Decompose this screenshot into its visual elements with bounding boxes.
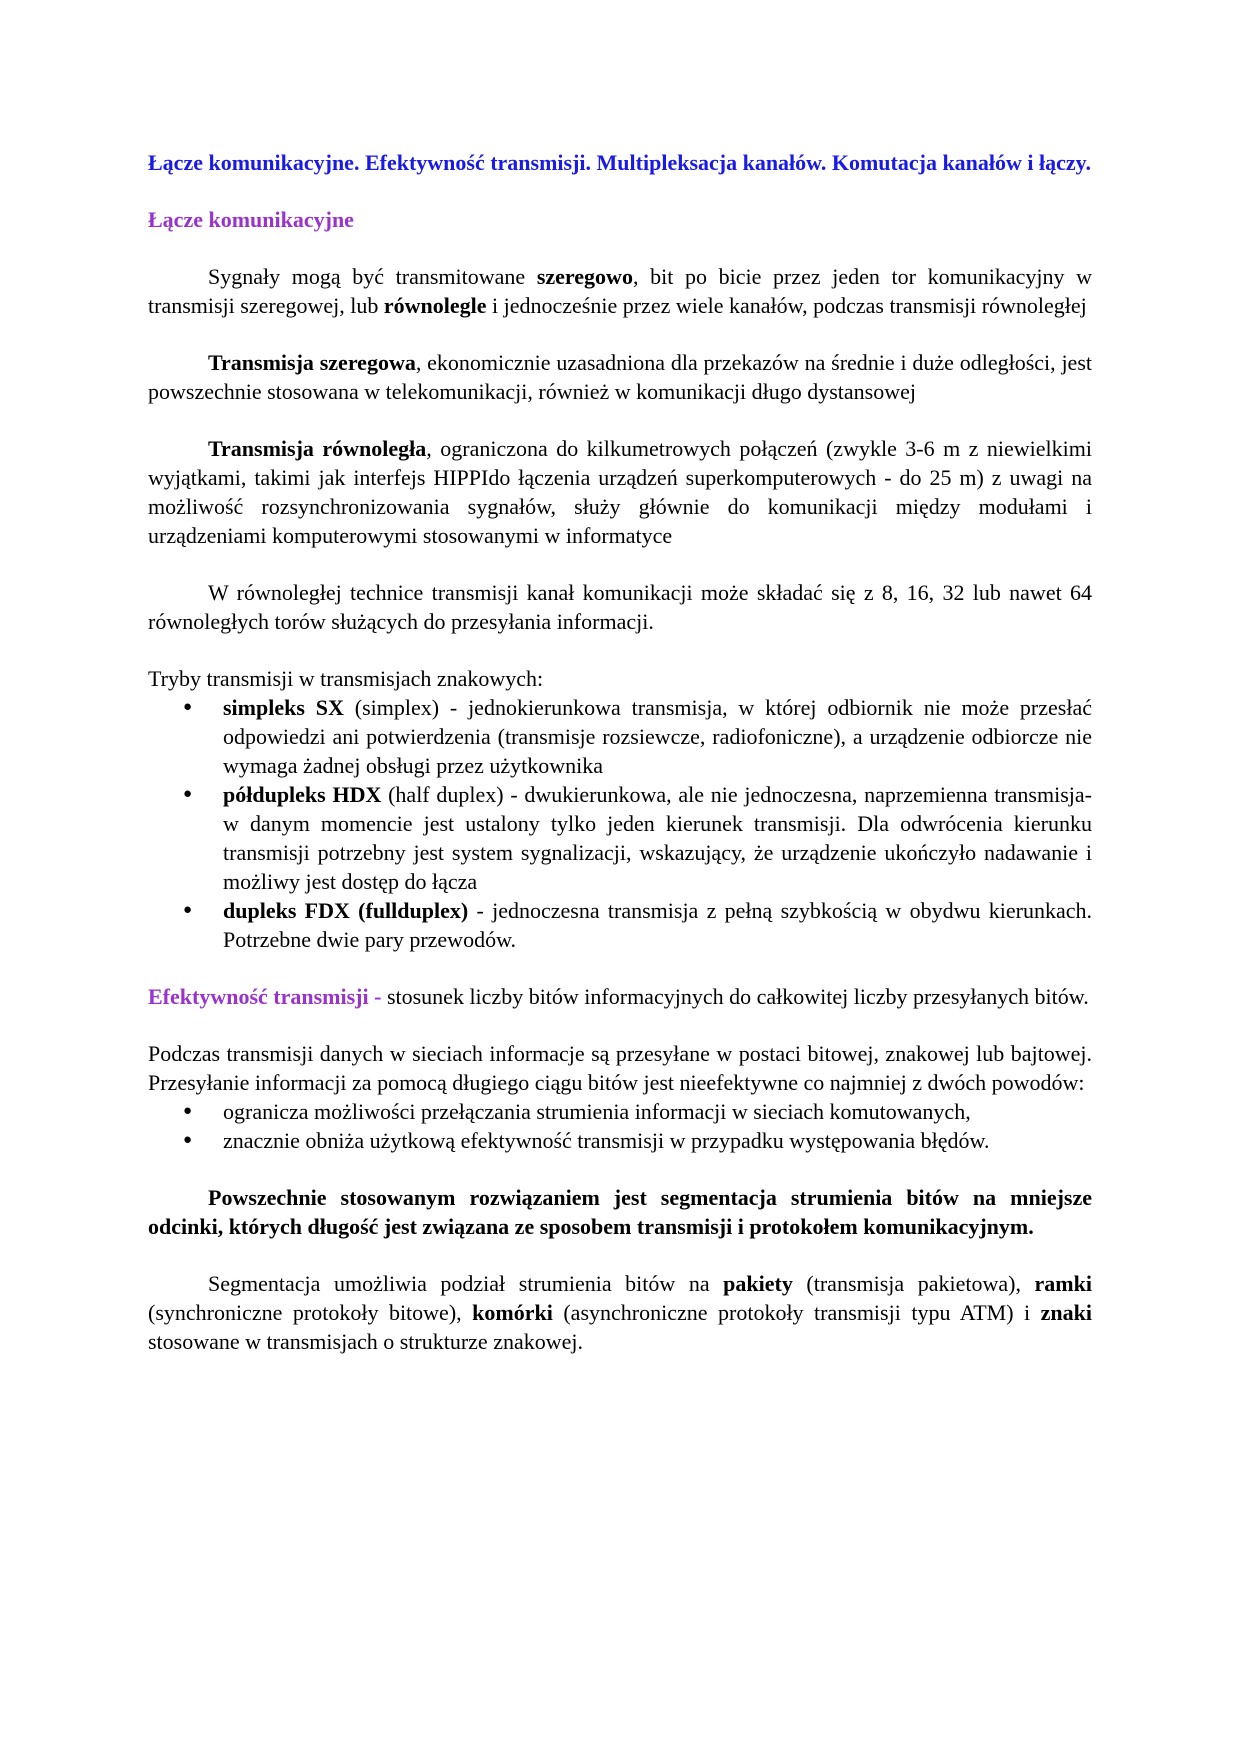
text-run: stosowane w transmisjach o strukturze znakowej.: [148, 1329, 583, 1354]
section-heading-link: Łącze komunikacyjne: [148, 207, 354, 232]
text-run: Sygnały mogą być transmitowane: [208, 264, 537, 289]
mode-description: (half duplex) - dwukierunkowa, ale nie jednoczesna, naprzemienna transmisja- w danym momencie jest ustalony tylko jeden kierunek transmisji. Dla odwrócenia kierunku transmisji potrzebny jest system sygnalizacji, wskazujący, że urządzenie ukończyło nadawanie i możliwy jest dostęp do łącza: [223, 782, 1092, 894]
mode-description: (simplex) - jednokierunkowa transmisja, w której odbiornik nie może przesłać odpowiedzi ani potwierdzenia (transmisje rozsiewcze, radiofoniczne), a urządzenie odbiorcze nie wymaga żadnej obsługi przez użytkownika: [223, 695, 1092, 778]
bold-term-packets: pakiety: [723, 1271, 793, 1296]
bold-term-parallel: równolegle: [383, 293, 487, 318]
text-run: , bit po bicie przez jeden tor komunikacyjny w transmisji szeregowej, lub: [148, 264, 1092, 318]
reasons-list: [148, 1097, 1092, 1155]
text-run: i jednocześnie przez wiele kanałów, podczas transmisji równoległej: [486, 293, 1087, 318]
paragraph-bit-stream: Podczas transmisji danych w sieciach informacje są przesyłane w postaci bitowej, znakowej lub bajtowej. Przesyłanie informacji za pomocą długiego ciągu bitów jest nieefektywne co najmniej z dwóch powodów:: [148, 1041, 1092, 1095]
paragraph-parallel-transmission: [148, 434, 1092, 550]
paragraph-parallel-channels: W równoległej technice transmisji kanał komunikacji może składać się z 8, 16, 32 lub nawet 64 równoległych torów służących do przesyłania informacji.: [148, 580, 1092, 634]
bold-term-characters: znaki: [1040, 1300, 1092, 1325]
mode-description: - jednoczesna transmisja z pełną szybkością w obydwu kierunkach. Potrzebne dwie pary przewodów.: [223, 898, 1092, 952]
bold-term-serial: szeregowo: [536, 264, 633, 289]
bold-term-serial-transmission: Transmisja szeregowa: [208, 350, 416, 375]
mode-name: dupleks FDX (fullduplex): [223, 898, 469, 923]
mode-name: półdupleks HDX: [223, 782, 382, 807]
text-run: (transmisja pakietowa),: [792, 1271, 1035, 1296]
efficiency-term: Efektywność transmisji -: [148, 984, 382, 1009]
text-run: Segmentacja umożliwia podział strumienia bitów na: [208, 1271, 724, 1296]
text-run: , ograniczona do kilkumetrowych połączeń (zwykle 3-6 m z niewielkimi wyjątkami, takimi jak interfejs HIPPIdo łączenia urządzeń superkomputerowych - do 25 m) z uwagi na możliwość rozsynchronizowania sygnałów, służy głównie do komunikacji między modułami i urządzeniami komputerowymi stosowanymi w informatyce: [148, 436, 1092, 548]
text-run: (asynchroniczne protokoły transmisji typu ATM) i: [552, 1300, 1041, 1325]
bold-paragraph-text: Powszechnie stosowanym rozwiązaniem jest segmentacja strumienia bitów na mniejsze odcinki, których długość jest związana ze sposobem transmisji i protokołem komunikacyjnym.: [148, 1185, 1092, 1239]
text-run: , ekonomicznie uzasadniona dla przekazów na średnie i duże odległości, jest powszechnie stosowana w telekomunikacji, również w komunikacji długo dystansowej: [148, 350, 1092, 404]
paragraph-segmentation-units: [148, 1269, 1092, 1356]
document-title: Łącze komunikacyjne. Efektywność transmisji. Multipleksacja kanałów. Komutacja kanałów i łączy.: [148, 150, 1091, 175]
modes-list: [148, 693, 1092, 954]
document-page: [148, 148, 1092, 1356]
list-item: ● znacznie obniża użytkową efektywność transmisji w przypadku występowania błędów.: [223, 1126, 1092, 1155]
bold-term-parallel-transmission: Transmisja równoległa: [208, 436, 427, 461]
modes-intro: Tryby transmisji w transmisjach znakowych:: [148, 666, 544, 691]
paragraph-serial-parallel: [148, 262, 1092, 320]
list-item-simplex: [223, 693, 1092, 780]
paragraph-serial-transmission: [148, 348, 1092, 406]
bold-term-frames: ramki: [1034, 1271, 1092, 1296]
text-run: (synchroniczne protokoły bitowe),: [148, 1300, 473, 1325]
list-item-half-duplex: [223, 780, 1092, 896]
paragraph-segmentation-solution: [148, 1183, 1092, 1241]
paragraph-efficiency-definition: [148, 982, 1092, 1011]
efficiency-definition: stosunek liczby bitów informacyjnych do całkowitej liczby przesyłanych bitów.: [381, 984, 1089, 1009]
mode-name: simpleks SX: [223, 695, 344, 720]
bold-term-cells: komórki: [472, 1300, 553, 1325]
list-item-full-duplex: [223, 896, 1092, 954]
list-item: ● ogranicza możliwości przełączania strumienia informacji w sieciach komutowanych,: [223, 1097, 1092, 1126]
